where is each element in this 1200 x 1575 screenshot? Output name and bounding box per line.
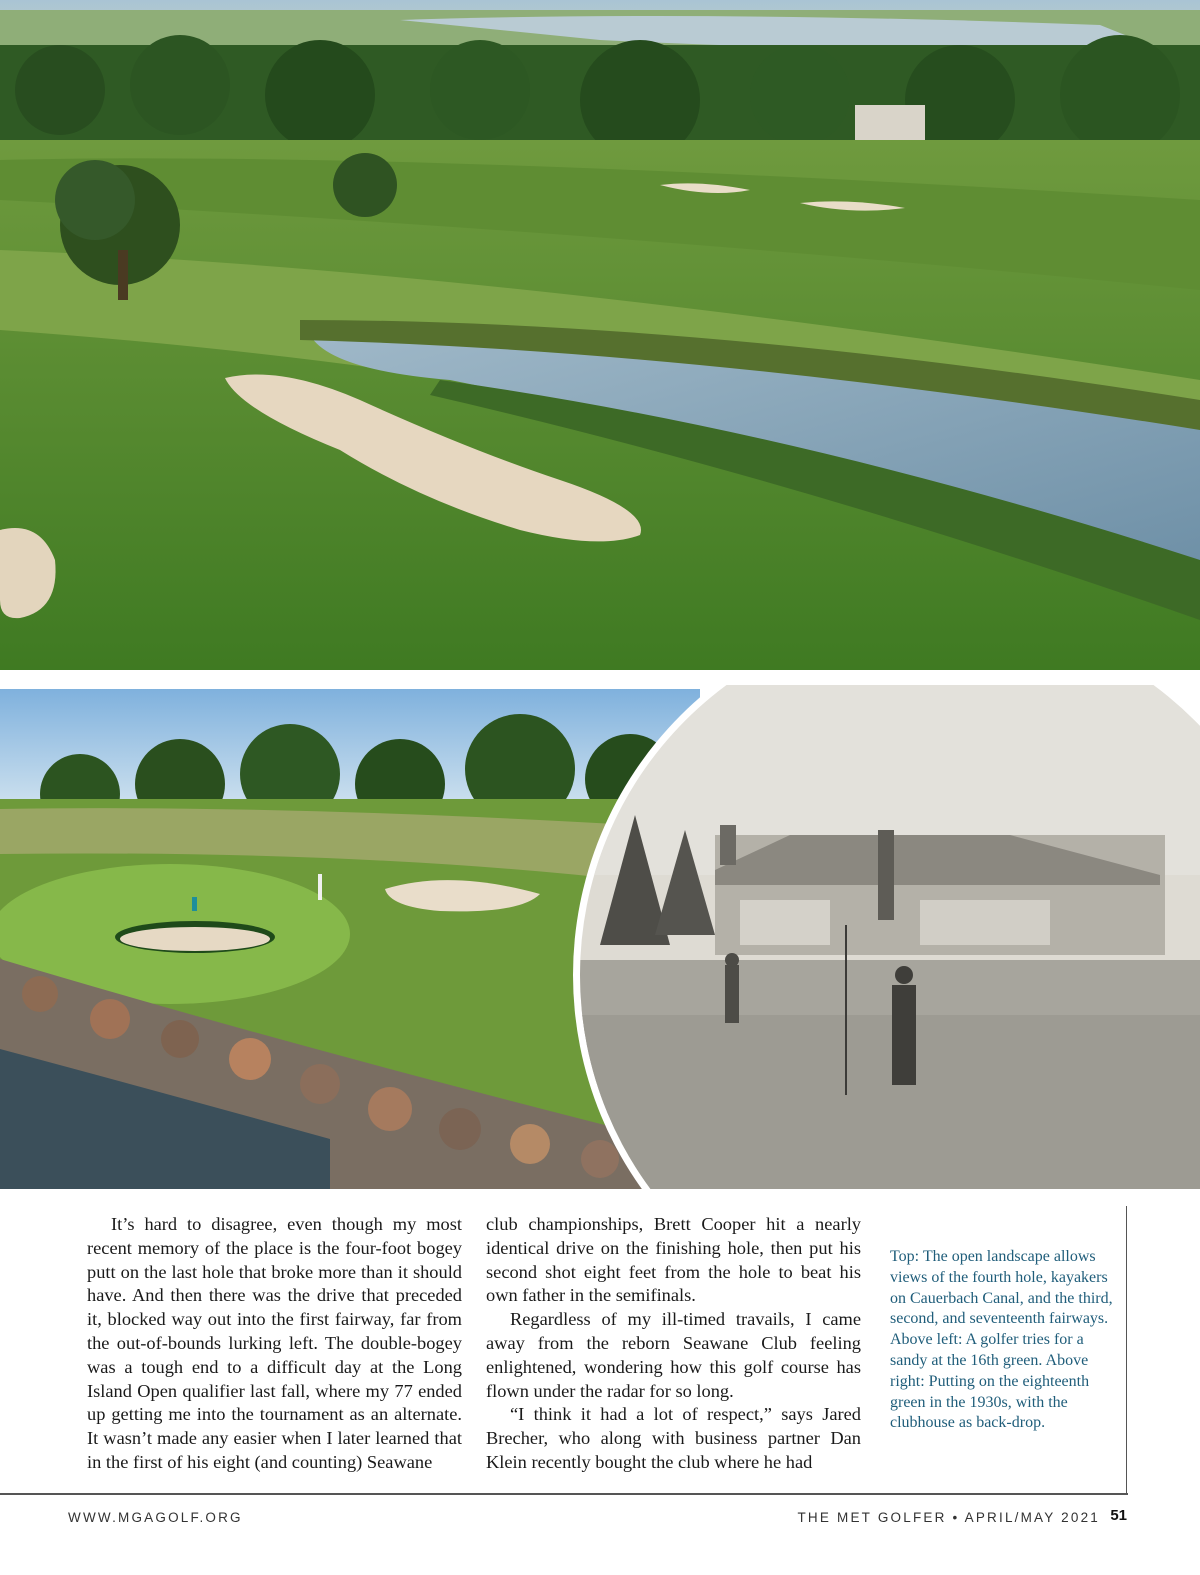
article-paragraph: It’s hard to disagree, even though my most recent memory of the place is the four-foot bogey putt on the last hole that broke more than it should have. And then there was the drive that preceded it, blocked way out into the first fairway, far from the out-of-bounds lurking left. The double-bogey was a tough end to a difficult day at the Long Island Open qualifier last fall, where my 77 ended up getting me into the tournament as an alternate. It wasn’t made any easier when I later learned that in the first of his eight (and counting) Seawane	[87, 1214, 462, 1472]
hero-aerial-photo	[0, 0, 1200, 670]
footer-divider	[0, 1493, 1128, 1495]
article-column-2	[486, 1213, 861, 1475]
footer-publication: THE MET GOLFER • APRIL/MAY 2021	[797, 1510, 1100, 1525]
page-number: 51	[1110, 1507, 1127, 1524]
article-paragraph: “I think it had a lot of respect,” says Jared Brecher, who along with business partner Dan Klein recently bought the club where he had	[486, 1404, 861, 1472]
article-column-1	[87, 1213, 462, 1475]
footer-website: WWW.MGAGOLF.ORG	[68, 1510, 243, 1525]
article-paragraph: Regardless of my ill-timed travails, I came away from the reborn Seawane Club feeling enlightened, wondering how this golf course has flown under the radar for so long.	[486, 1309, 861, 1401]
photo-caption: Top: The open landscape allows views of the fourth hole, kayakers on Cauerbach Canal, and the third, second, and seventeenth fairways. Above left: A golfer tries for a sandy at the 16th green. Above right: Putting on the eighteenth green in the 1930s, with the clubhouse as back-drop.	[890, 1248, 1113, 1432]
vintage-clubhouse-photo	[560, 685, 1200, 1189]
article-paragraph: club championships, Brett Cooper hit a nearly identical drive on the finishing hole, then put his second shot eight feet from the hole to beat his own father in the semifinals.	[486, 1214, 861, 1306]
